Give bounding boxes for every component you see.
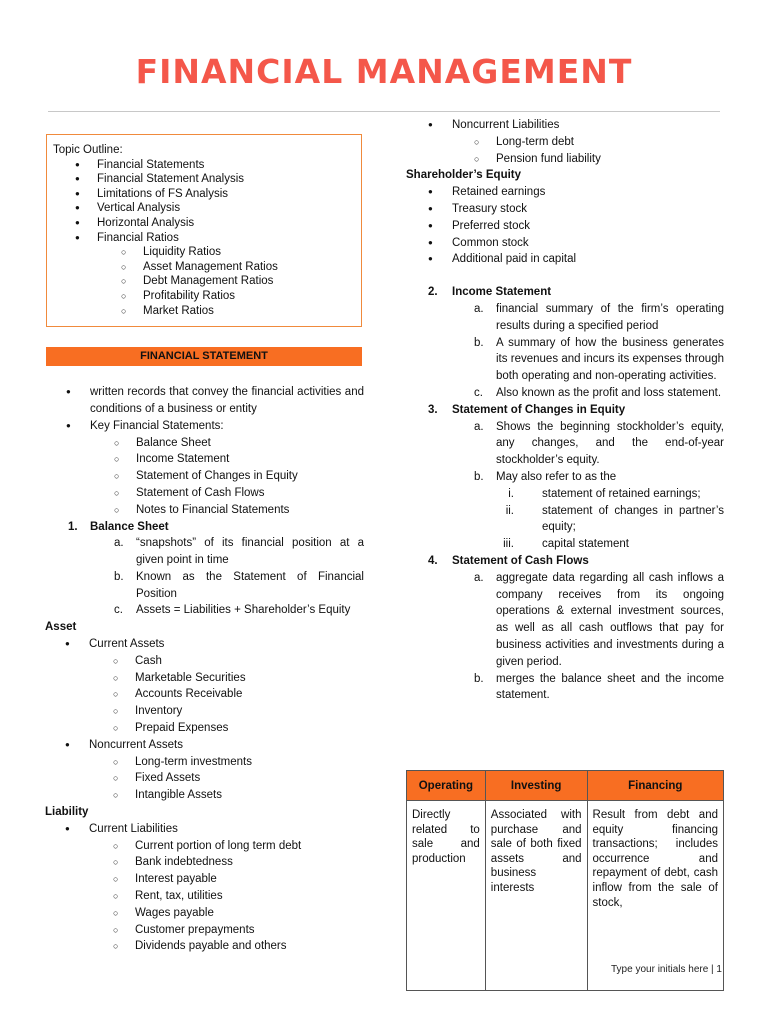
income-statement-point	[406, 385, 724, 402]
asset-item: ○ Intangible Assets	[45, 787, 364, 804]
list-roman: iii.	[503, 538, 514, 551]
changes-equity-subpoint	[406, 486, 724, 503]
liability-item: ○ Current portion of long term debt	[45, 838, 364, 855]
equity-item: ● Preferred stock	[406, 218, 724, 235]
changes-equity-subpoint	[406, 503, 724, 537]
point-text: Shows the beginning stockholder’s equity, any changes, and the end-of-year stockholder’s equity.	[496, 420, 724, 467]
asset-group-label: ● Noncurrent Assets	[45, 737, 364, 754]
subpoint-text: statement of changes in partner’s equity;	[542, 504, 724, 534]
balance-sheet-point	[46, 569, 364, 603]
point-text: “snapshots” of its financial position at a given point in time	[136, 537, 364, 567]
asset-item: ○ Accounts Receivable	[45, 686, 364, 703]
liability-group-label: ● Current Liabilities	[45, 821, 364, 838]
list-roman: ii.	[505, 504, 514, 517]
table-cell-operating: Directly related to sale and production	[407, 801, 486, 991]
outline-item: ● Vertical Analysis	[53, 201, 355, 216]
equity-item: ● Additional paid in capital	[406, 251, 724, 268]
point-text: A summary of how the business generates its revenues and incurs its expenses through both operating and non-operating activities.	[496, 336, 724, 383]
liability-item: ○ Long-term debt	[406, 134, 724, 151]
table-header-investing: Investing	[485, 771, 587, 801]
list-letter: b.	[114, 570, 124, 583]
outline-item: ● Limitations of FS Analysis	[53, 187, 355, 202]
table-header-operating: Operating	[407, 771, 486, 801]
key-statement-item: ○ Balance Sheet	[46, 435, 364, 452]
table-cell-financing: Result from debt and equity financing transactions; includes occurrence and repayment of debt, cash inflow from the sale of stock,	[587, 801, 723, 991]
income-statement-heading	[406, 284, 724, 301]
list-roman: i.	[508, 487, 514, 500]
key-statement-item: ○ Statement of Cash Flows	[46, 485, 364, 502]
asset-section	[45, 619, 364, 955]
liability-group-label: ● Noncurrent Liabilities	[406, 117, 724, 134]
point-text: financial summary of the firm’s operating results during a specified period	[496, 302, 724, 332]
outline-heading: Topic Outline:	[53, 144, 123, 156]
balance-sheet-point	[46, 535, 364, 569]
equity-item: ● Retained earnings	[406, 184, 724, 201]
income-statement-point	[406, 301, 724, 335]
subpoint-text: statement of retained earnings;	[542, 487, 701, 500]
intro-section	[46, 384, 364, 619]
table-row	[407, 801, 724, 991]
intro-bullet: ● Key Financial Statements:	[46, 418, 364, 435]
income-statement-point	[406, 335, 724, 385]
asset-item: ○ Fixed Assets	[45, 770, 364, 787]
list-letter: c.	[474, 386, 483, 399]
asset-group-label: ● Current Assets	[45, 636, 364, 653]
list-number: 2.	[428, 286, 438, 299]
outline-item: ● Horizontal Analysis	[53, 216, 355, 231]
outline-item: ● Financial Ratios	[53, 231, 355, 246]
list-letter: b.	[474, 672, 484, 685]
list-letter: a.	[474, 302, 484, 315]
key-statement-item: ○ Income Statement	[46, 451, 364, 468]
left-column	[46, 118, 364, 955]
list-letter: a.	[114, 537, 124, 550]
outline-sub-item: ○ Asset Management Ratios	[53, 260, 355, 275]
changes-equity-subpoint	[406, 536, 724, 553]
liability-item: ○ Customer prepayments	[45, 922, 364, 939]
cash-flows-point	[406, 570, 724, 671]
changes-equity-point	[406, 419, 724, 469]
balance-sheet-point	[46, 602, 364, 619]
liability-heading: Liability	[45, 806, 89, 819]
page-footer: Type your initials here | 1	[611, 964, 722, 975]
changes-equity-title: Statement of Changes in Equity	[452, 403, 626, 416]
list-letter: b.	[474, 470, 484, 483]
page-title: FINANCIAL MANAGEMENT	[135, 52, 633, 91]
changes-equity-heading	[406, 402, 724, 419]
outline-sub-item: ○ Debt Management Ratios	[53, 274, 355, 289]
asset-item: ○ Marketable Securities	[45, 670, 364, 687]
point-text: Known as the Statement of Financial Position	[136, 570, 364, 600]
intro-bullet: ● written records that convey the financial activities and conditions of a business or entity	[46, 384, 364, 418]
section-banner: FINANCIAL STATEMENT	[46, 347, 362, 366]
point-text: aggregate data regarding all cash inflows a company receives from its ongoing operations & external investment sources, as well as all cash outflows that pay for business activities and investments during a given period.	[496, 571, 724, 668]
asset-heading: Asset	[45, 621, 77, 634]
title-divider	[48, 111, 720, 112]
liability-item: ○ Rent, tax, utilities	[45, 888, 364, 905]
topic-outline-box	[46, 134, 362, 327]
cash-flows-point	[406, 671, 724, 705]
table-header-row	[407, 771, 724, 801]
table-header-financing: Financing	[587, 771, 723, 801]
list-number: 4.	[428, 554, 438, 567]
equity-item: ● Treasury stock	[406, 201, 724, 218]
asset-item: ○ Long-term investments	[45, 754, 364, 771]
list-number: 3.	[428, 403, 438, 416]
asset-item: ○ Prepaid Expenses	[45, 720, 364, 737]
asset-item: ○ Cash	[45, 653, 364, 670]
key-statement-item: ○ Notes to Financial Statements	[46, 502, 364, 519]
outline-sub-item: ○ Profitability Ratios	[53, 289, 355, 304]
list-letter: c.	[114, 604, 123, 617]
equity-item: ● Common stock	[406, 235, 724, 252]
cash-flow-activities-table	[406, 770, 724, 991]
outline-sub-item: ○ Market Ratios	[53, 304, 355, 319]
cash-flows-title: Statement of Cash Flows	[452, 554, 589, 567]
liability-item: ○ Wages payable	[45, 905, 364, 922]
point-text: Also known as the profit and loss statement.	[496, 386, 722, 399]
cash-flows-heading	[406, 553, 724, 570]
liability-item: ○ Interest payable	[45, 871, 364, 888]
income-statement-title: Income Statement	[452, 286, 552, 299]
outline-sub-item: ○ Liquidity Ratios	[53, 245, 355, 260]
point-text: May also refer to as the	[496, 470, 617, 483]
right-column	[406, 117, 724, 704]
point-text: Assets = Liabilities + Shareholder’s Equity	[136, 604, 351, 617]
outline-item: ● Financial Statement Analysis	[53, 172, 355, 187]
list-letter: a.	[474, 420, 484, 433]
key-statement-item: ○ Statement of Changes in Equity	[46, 468, 364, 485]
liability-item: ○ Dividends payable and others	[45, 938, 364, 955]
balance-sheet-heading	[46, 519, 364, 536]
liability-item: ○ Bank indebtedness	[45, 854, 364, 871]
list-letter: a.	[474, 571, 484, 584]
point-text: merges the balance sheet and the income statement.	[496, 672, 724, 702]
liability-item: ○ Pension fund liability	[406, 151, 724, 168]
equity-heading: Shareholder’s Equity	[406, 169, 522, 182]
subpoint-text: capital statement	[542, 538, 629, 551]
changes-equity-point	[406, 469, 724, 486]
table-cell-investing: Associated with purchase and sale of both fixed assets and business interests	[485, 801, 587, 991]
outline-item: ● Financial Statements	[53, 158, 355, 173]
list-number: 1.	[68, 520, 78, 533]
balance-sheet-title: Balance Sheet	[90, 520, 169, 533]
asset-item: ○ Inventory	[45, 703, 364, 720]
list-letter: b.	[474, 336, 484, 349]
